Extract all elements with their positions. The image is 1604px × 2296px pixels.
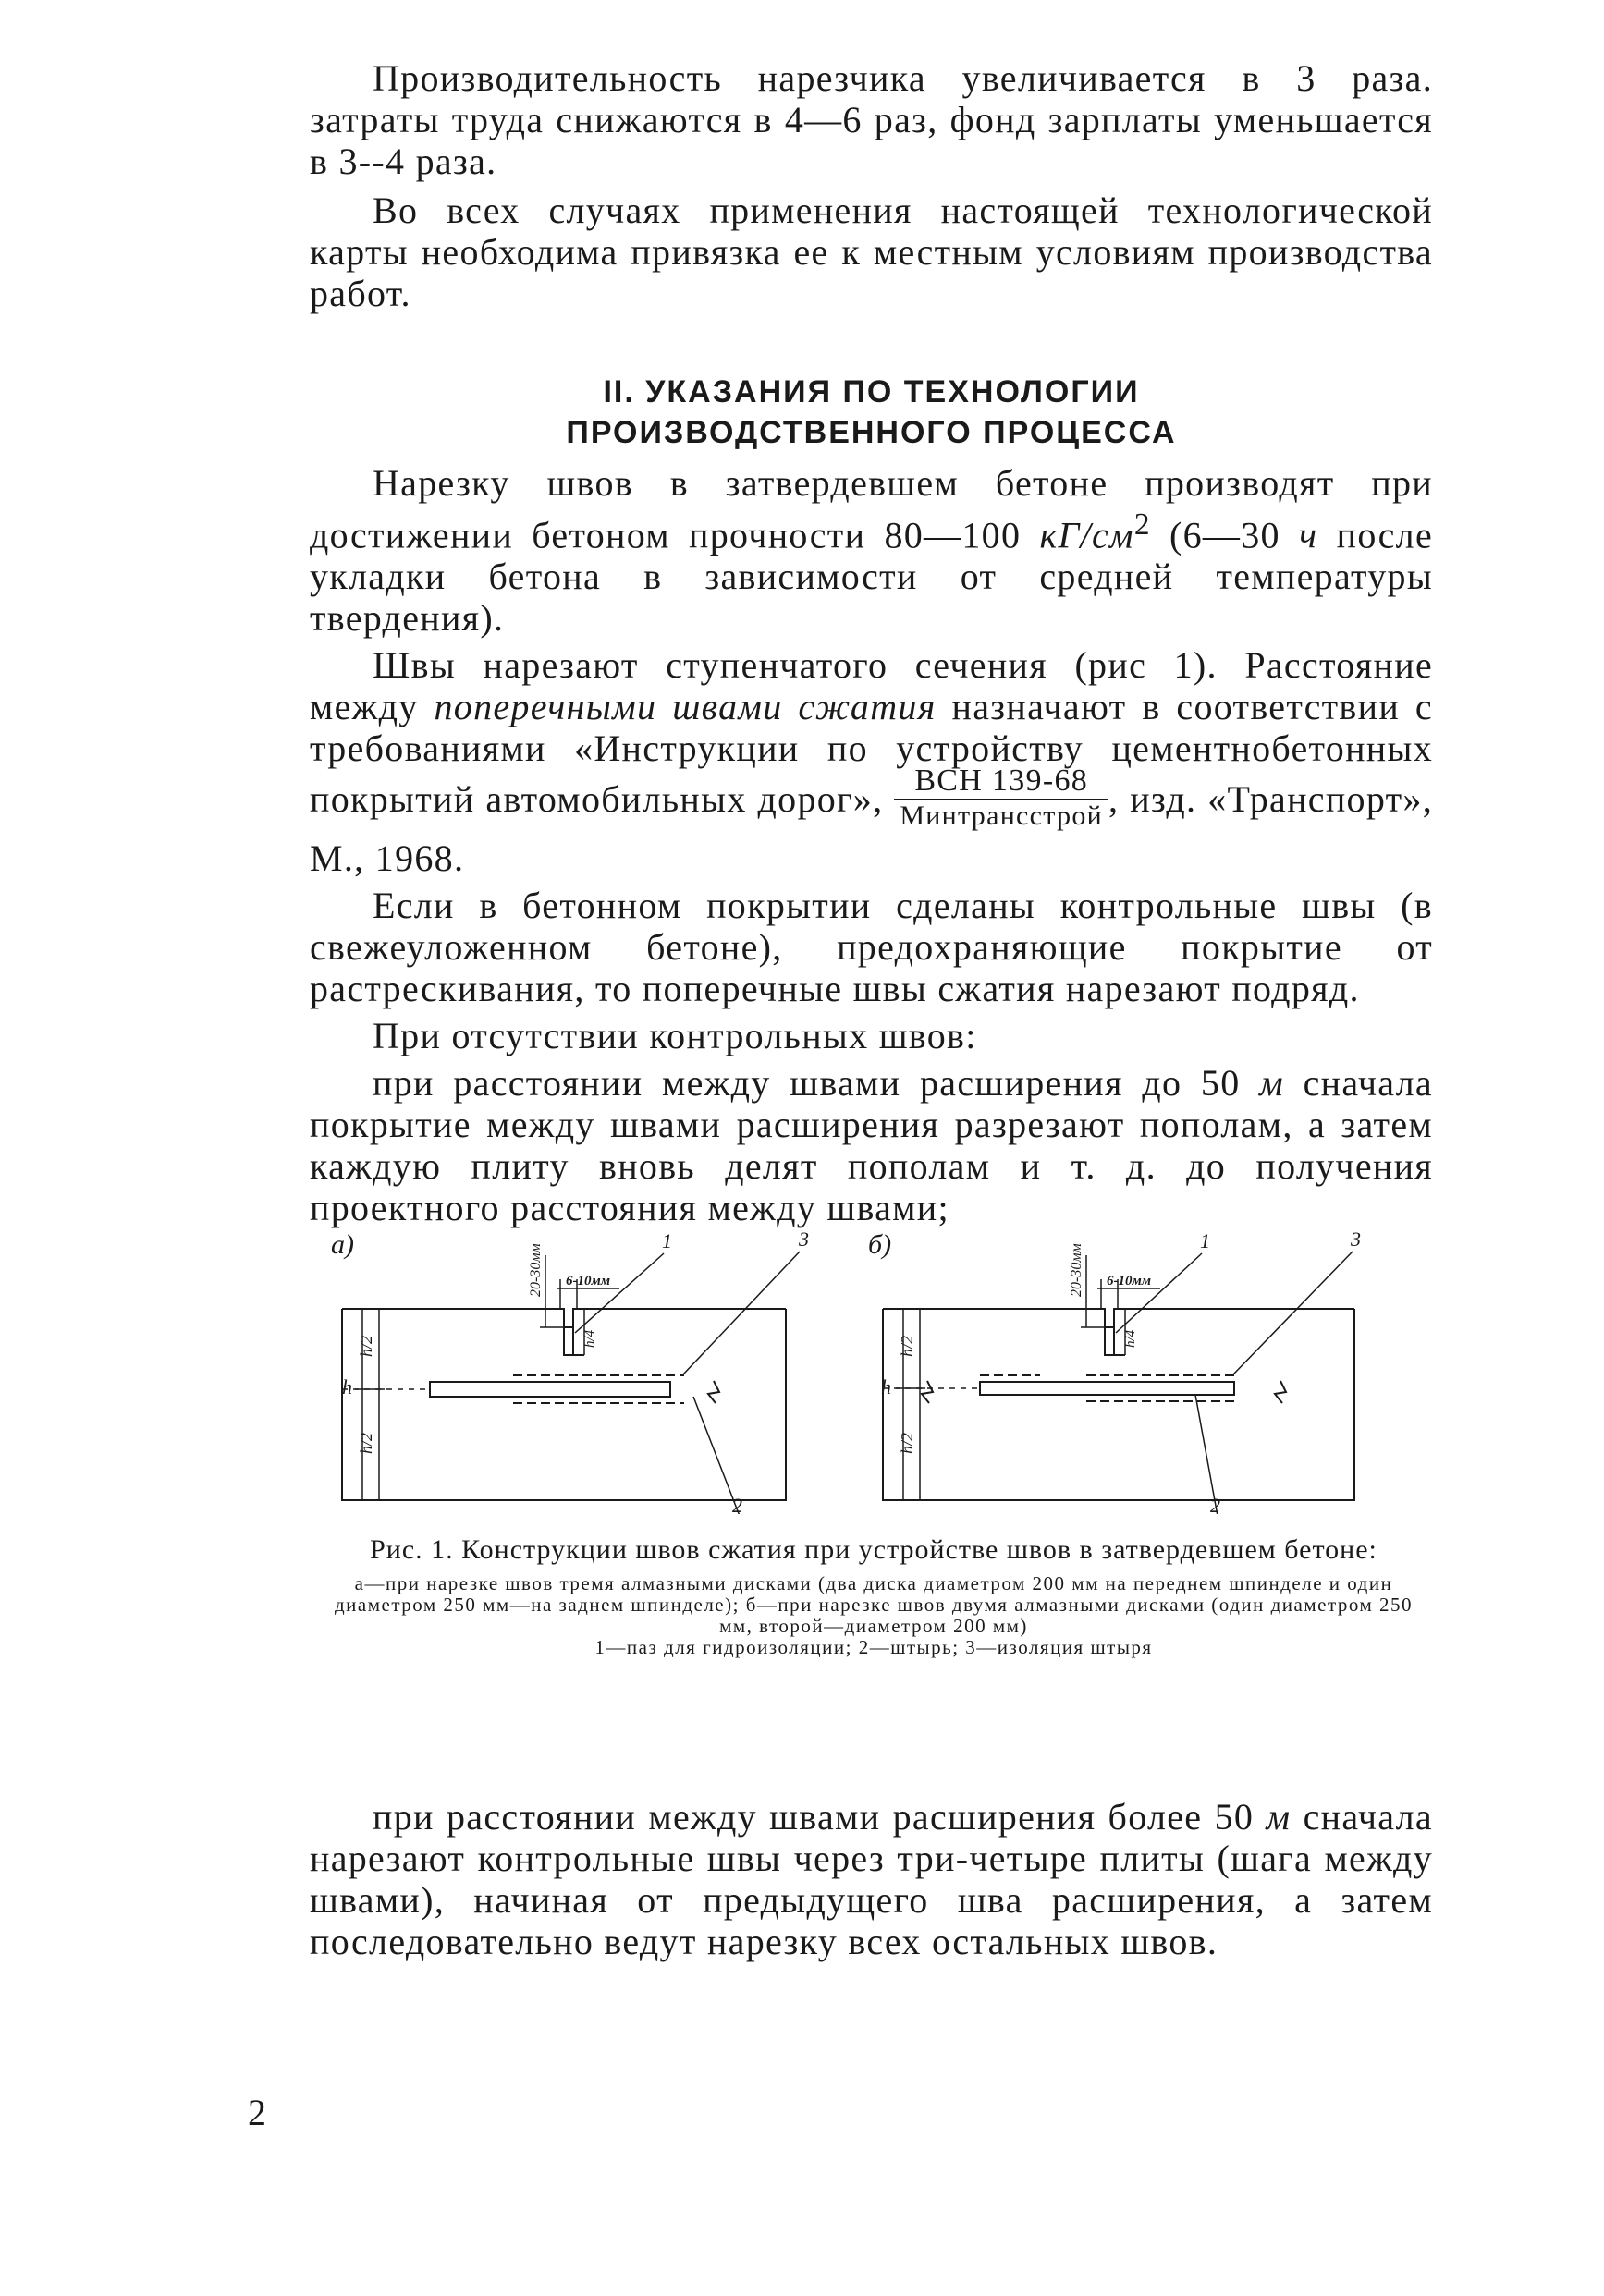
emphasis-transverse-joints: поперечными швами сжатия — [434, 686, 937, 728]
standard-issuer: Минтрансстрой — [900, 800, 1104, 832]
figure-panel-a — [331, 1227, 809, 1514]
panel-a-dim-half-top: h/2 — [357, 1335, 375, 1357]
panel-a-dim-half-bottom: h/2 — [357, 1432, 375, 1454]
panel-b-dim-depth: 20-30мм — [1069, 1243, 1084, 1297]
panel-a-callout-1: 1 — [662, 1229, 672, 1252]
panel-b-dim-h: h — [881, 1375, 891, 1398]
unit-strength: кГ/см — [1039, 514, 1134, 556]
panel-a-break-mark — [708, 1381, 719, 1403]
panel-a-callout-2: 2 — [732, 1494, 742, 1514]
panel-a-dim-quarter: h/4 — [582, 1329, 597, 1348]
figure-panel-b — [868, 1227, 1361, 1514]
unit-meters: м — [1259, 1062, 1284, 1105]
section-body — [310, 462, 1433, 1228]
unit-hours: ч — [1299, 514, 1318, 556]
panel-b-dim-half-top: h/2 — [898, 1335, 916, 1357]
section-paragraph-2: Швы нарезают ступенчатого сечения (рис 1). Расстояние между поперечными швами сжатия назначают в соответствии с требованиями «Инструкции по устройству цементнобетонных покрытий автомобильных дорог», $\frac{\text{ВСН 139-68}}{\text{Минтрансстрой}}$ , изд. «Транспорт», М., 1968. — [310, 644, 1433, 880]
standard-fraction — [894, 763, 1108, 832]
panel-b-leader-1 — [1116, 1253, 1202, 1333]
panel-b-slab — [883, 1309, 1354, 1500]
intro-paragraph-2: Во всех случаях применения настоящей технологической карты необходима привязка ее к местным условиям производства работ. — [310, 189, 1433, 314]
after-figure-block — [310, 1796, 1433, 1962]
section-paragraph-4: При отсутствии контрольных швов: — [373, 1015, 977, 1057]
section-heading — [310, 372, 1433, 453]
panel-a-dowel — [430, 1382, 670, 1397]
page-number: 2 — [248, 2092, 266, 2133]
section-paragraph-5: при расстоянии между швами расширения до 50 м сначала покрытие между швами расширения разрезают пополам, а затем каждую плиту вновь делят пополам и т. д. до получения проектного расстояния между швами; — [310, 1062, 1433, 1229]
section-heading-line-2: ПРОИЗВОДСТВЕННОГО ПРОЦЕССА — [566, 415, 1177, 450]
figure-caption-variants: а—при нарезке швов тремя алмазными дисками (два диска диаметром 200 мм на переднем шпинделе и один диаметром 250 мм—на заднем шпинделе); б—при нарезке швов двумя алмазными дисками (один диаметром 250 мм, второй—диаметром 200 мм) — [334, 1572, 1414, 1637]
panel-b-leader-3 — [1232, 1252, 1353, 1375]
intro-paragraph-1: Производительность нарезчика увеличивается в 3 раза. затраты труда снижаются в 4—6 раз, фонд зарплаты уменьшается в 3--4 раза. — [310, 57, 1433, 182]
panel-b-break-mark — [1275, 1381, 1286, 1403]
intro-block — [310, 57, 1433, 314]
section-paragraph-1: Нарезку швов в затвердевшем бетоне производят при достижении бетоном прочности 80—100 $кГ/см^2$ (6—30 ч после укладки бетона в зависимости от средней температуры твердения). — [310, 462, 1433, 640]
panel-a-dim-h: h — [342, 1375, 352, 1398]
panel-b-dim-half-bottom: h/2 — [898, 1432, 916, 1454]
panel-a-dim-width: 6-10мм — [566, 1274, 611, 1288]
joint-construction-figure — [314, 1218, 1377, 1514]
panel-b-callout-2: 2 — [1210, 1494, 1220, 1514]
after-figure-paragraph: при расстоянии между швами расширения более 50 м сначала нарезают контрольные швы через три-четыре плиты (шага между швами), начиная от предыдущего шва расширения, а затем последовательно ведут нарезку всех остальных швов. — [310, 1796, 1433, 1962]
unit-meters-2: м — [1266, 1796, 1292, 1838]
panel-b-callout-1: 1 — [1200, 1229, 1210, 1252]
panel-a-callout-3: 3 — [799, 1227, 809, 1251]
figure-caption-legend: 1—паз для гидроизоляции; 2—штырь; 3—изоляция штыря — [594, 1636, 1153, 1658]
panel-b-dowel — [980, 1382, 1234, 1395]
panel-a-leader-3 — [682, 1252, 800, 1375]
section-paragraph-3: Если в бетонном покрытии сделаны контрольные швы (в свежеуложенном бетоне), предохраняющие покрытие от растрескивания, то поперечные швы сжатия нарезают подряд. — [310, 885, 1433, 1010]
figure-caption-title: Рис. 1. Конструкции швов сжатия при устройстве швов в затвердевшем бетоне: — [370, 1534, 1377, 1565]
standard-code: ВСН 139-68 — [894, 763, 1108, 800]
section-heading-line-1: II. УКАЗАНИЯ ПО ТЕХНОЛОГИИ — [603, 374, 1140, 409]
panel-b-groove — [1105, 1327, 1114, 1355]
panel-a-letter: а) — [331, 1229, 354, 1260]
figure-caption — [328, 1534, 1419, 1658]
panel-b-callout-3: 3 — [1351, 1227, 1361, 1251]
panel-b-letter: б) — [868, 1229, 892, 1260]
panel-a-groove — [564, 1327, 573, 1355]
panel-b-dim-quarter: h/4 — [1123, 1329, 1138, 1348]
panel-b-dim-width: 6-10мм — [1107, 1274, 1152, 1288]
panel-a-dim-depth: 20-30мм — [528, 1243, 544, 1297]
panel-a-leader-1 — [575, 1253, 664, 1333]
